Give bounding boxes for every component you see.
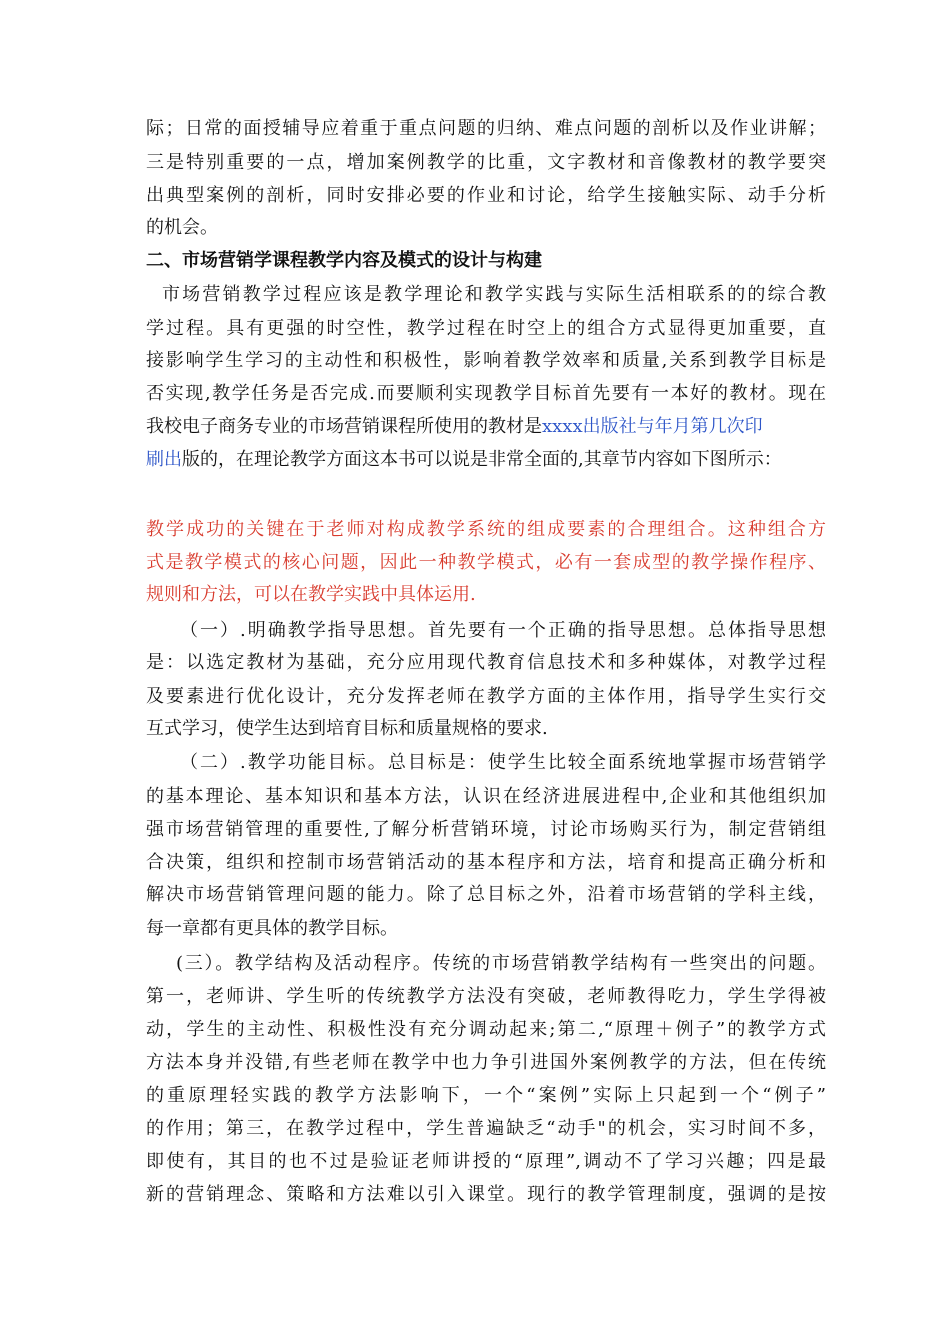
publisher-link-part2[interactable]: 刷出 xyxy=(146,449,182,470)
section-heading: 二、市场营销学课程教学内容及模式的设计与构建 xyxy=(146,250,542,271)
text-line: 互式学习，使学生达到培育目标和质量规格的要求. xyxy=(146,718,548,739)
text-line: 际；日常的面授辅导应着重于重点问题的归纳、难点问题的剖析以及作业讲解； xyxy=(146,118,826,139)
text-line: 的作用；第三，在教学过程中，学生普遍缺乏“动手"的机会，实习时间不多， xyxy=(146,1118,826,1139)
text-line: 是：以选定教材为基础，充分应用现代教育信息技术和多种媒体，对教学过程 xyxy=(146,652,826,673)
publisher-link-part1[interactable]: xxxx出版社与年月第几次印 xyxy=(542,416,763,437)
text-line: 否实现,教学任务是否完成.而要顺利实现教学目标首先要有一本好的教材。现在 xyxy=(146,383,826,404)
text-line: 及要素进行优化设计，充分发挥老师在教学方面的主体作用，指导学生实行交 xyxy=(146,686,826,707)
text-line: 每一章都有更具体的教学目标。 xyxy=(146,918,398,939)
text-line: 强市场营销管理的重要性,了解分析营销环境，讨论市场购买行为，制定营销组 xyxy=(146,819,826,840)
text-line: （二）.教学功能目标。总目标是：使学生比较全面系统地掌握市场营销学 xyxy=(180,752,826,773)
text-line: 第一，老师讲、学生听的传统教学方法没有突破，老师教得吃力，学生学得被 xyxy=(146,986,826,1007)
text-line: 动，学生的主动性、积极性没有充分调动起来;第二,“原理＋例子”的教学方式 xyxy=(146,1019,826,1040)
text-segment: 版的，在理论教学方面这本书可以说是非常全面的,其章节内容如下图所示： xyxy=(182,449,782,470)
text-line: 方法本身并没错,有些老师在教学中也力争引进国外案例教学的方法，但在传统 xyxy=(146,1052,826,1073)
red-text-line: 教学成功的关键在于老师对构成教学系统的组成要素的合理组合。这种组合方 xyxy=(146,519,826,540)
text-line: 三是特别重要的一点，增加案例教学的比重，文字教材和音像教材的教学要突 xyxy=(146,152,826,173)
text-line: 合决策，组织和控制市场营销活动的基本程序和方法，培育和提高正确分析和 xyxy=(146,852,826,873)
text-line: 的重原理轻实践的教学方法影响下，一个“案例”实际上只起到一个“例子” xyxy=(146,1085,826,1106)
text-line: 解决市场营销管理问题的能力。除了总目标之外，沿着市场营销的学科主线， xyxy=(146,884,826,905)
text-line: 即使有，其目的也不过是验证老师讲授的“原理”,调动不了学习兴趣；四是最 xyxy=(146,1151,826,1172)
text-line: 接影响学生学习的主动性和积极性，影响着教学效率和质量,关系到教学目标是 xyxy=(146,350,826,371)
text-line: 学过程。具有更强的时空性，教学过程在时空上的组合方式显得更加重要，直 xyxy=(146,318,826,339)
text-line: (三）。教学结构及活动程序。传统的市场营销教学结构有一些突出的问题。 xyxy=(176,953,826,974)
text-line-with-link xyxy=(146,449,826,471)
red-text-line: 式是教学模式的核心问题，因此一种教学模式，必有一套成型的教学操作程序、 xyxy=(146,552,826,573)
text-line: 的机会。 xyxy=(146,217,218,238)
red-text-line: 规则和方法，可以在教学实践中具体运用. xyxy=(146,584,476,605)
text-line: 出典型案例的剖析，同时安排必要的作业和讨论，给学生接触实际、动手分析 xyxy=(146,185,826,206)
text-line: 的基本理论、基本知识和基本方法，认识在经济进展进程中,企业和其他组织加 xyxy=(146,786,826,807)
text-line: 市场营销教学过程应该是教学理论和教学实践与实际生活相联系的的综合教 xyxy=(162,284,826,305)
text-line: 新的营销理念、策略和方法难以引入课堂。现行的教学管理制度，强调的是按 xyxy=(146,1184,826,1205)
text-line-with-link xyxy=(146,416,826,438)
text-line: （一）.明确教学指导思想。首先要有一个正确的指导思想。总体指导思想 xyxy=(180,620,826,641)
text-segment: 我校电子商务专业的市场营销课程所使用的教材是 xyxy=(146,416,542,437)
